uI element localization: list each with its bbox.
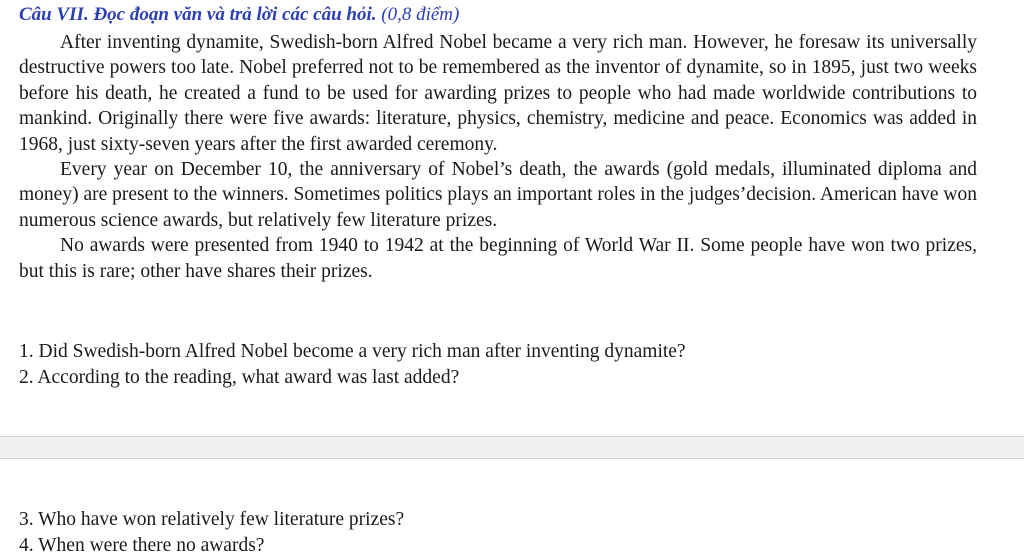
document-page-2	[0, 459, 1024, 555]
paragraph-1: After inventing dynamite, Swedish-born Alfred Nobel became a very rich man. However, he foresaw its universally destructive powers too late. Nobel preferred not to be remembered as the inventor of dynamite, so in 1895, just two weeks before his death, he created a fund to be used for awarding prizes to people who had made worldwide contributions to mankind. Originally there were five awards: literature, physics, chemistry, medicine and peace. Economics was added in 1968, just sixty-seven years after the first awarded ceremony.	[19, 30, 977, 157]
section-heading	[19, 3, 459, 27]
heading-points: (0,8 điểm)	[377, 4, 460, 25]
question-1: 1. Did Swedish-born Alfred Nobel become a very rich man after inventing dynamite?	[19, 339, 686, 365]
page-break-gap	[0, 436, 1024, 459]
question-3: 3. Who have won relatively few literature prizes?	[19, 507, 404, 533]
reading-passage	[19, 30, 977, 284]
paragraph-2: Every year on December 10, the anniversary of Nobel’s death, the awards (gold medals, illuminated diploma and money) are present to the winners. Sometimes politics plays an important roles in the judges’decision. American have won numerous science awards, but relatively few literature prizes.	[19, 157, 977, 233]
heading-title: Câu VII. Đọc đoạn văn và trả lời các câu hỏi.	[19, 4, 377, 25]
question-4: 4. When were there no awards?	[19, 533, 404, 558]
question-list-continued	[19, 507, 404, 558]
paragraph-3: No awards were presented from 1940 to 1942 at the beginning of World War II. Some people have won two prizes, but this is rare; other have shares their prizes.	[19, 233, 977, 284]
question-2: 2. According to the reading, what award was last added?	[19, 365, 686, 391]
question-list	[19, 339, 686, 390]
